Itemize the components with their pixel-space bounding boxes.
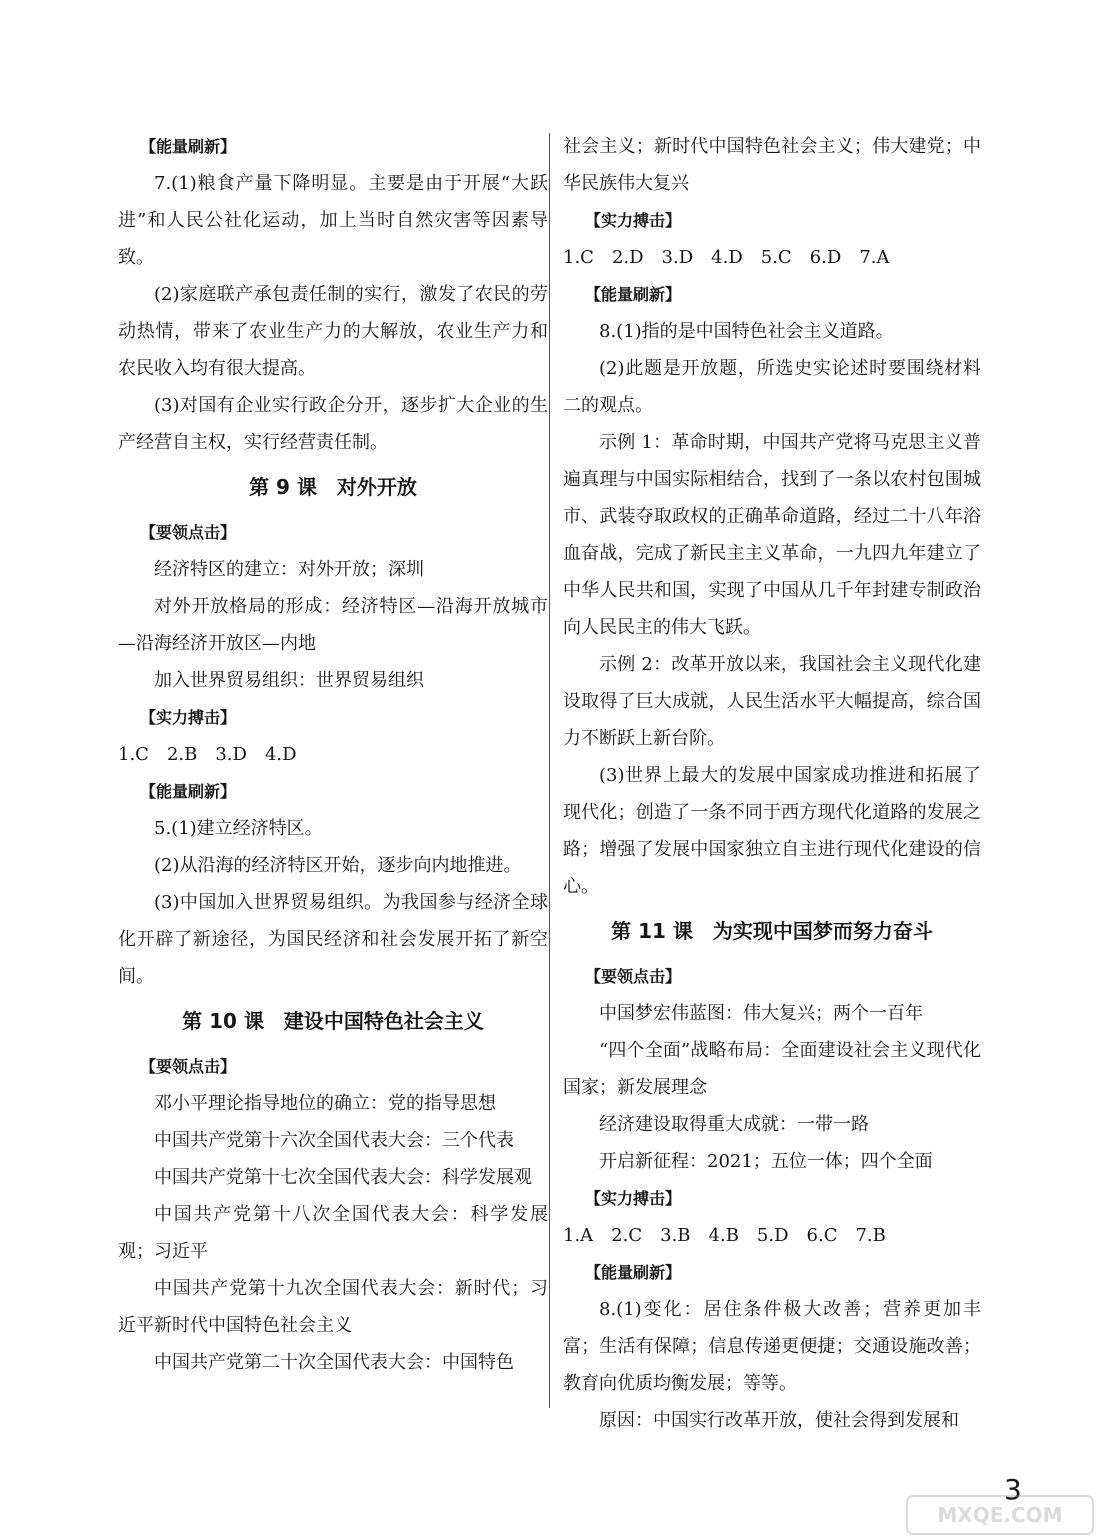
answer-paragraph: 经济特区的建立：对外开放；深圳 bbox=[154, 559, 424, 580]
right-column bbox=[563, 128, 981, 1439]
watermark-logo bbox=[905, 1494, 1095, 1536]
page-number: 3 bbox=[1004, 1473, 1022, 1506]
section-label: 【能量刷新】 bbox=[140, 782, 237, 801]
answer-paragraph: 1.C 2.B 3.D 4.D bbox=[118, 744, 297, 765]
svg-text:MXQE.COM: MXQE.COM bbox=[937, 1503, 1063, 1527]
answer-paragraph: “四个全面”战略布局：全面建设社会主义现代化国家；新发展理念 bbox=[563, 1040, 981, 1098]
lesson-title: 第 9 课 对外开放 bbox=[249, 475, 417, 499]
answer-paragraph: (2)从沿海的经济特区开始，逐步向内地推进。 bbox=[154, 855, 522, 876]
lesson-title: 第 11 课 为实现中国梦而努力奋斗 bbox=[611, 919, 933, 943]
answer-paragraph: 社会主义；新时代中国特色社会主义；伟大建党；中华民族伟大复兴 bbox=[563, 136, 981, 194]
answer-paragraph: 8.(1)变化：居住条件极大改善；营养更加丰富；生活有保障；信息传递更便捷；交通设施改善；教育向优质均衡发展；等等。 bbox=[563, 1299, 981, 1394]
answer-paragraph: 原因：中国实行改革开放，使社会得到发展和 bbox=[599, 1410, 959, 1431]
answer-paragraph: (3)世界上最大的发展中国家成功推进和拓展了现代化；创造了一条不同于西方现代化道路的发展之路；增强了发展中国家独立自主进行现代化建设的信心。 bbox=[563, 765, 981, 897]
answer-paragraph: (3)对国有企业实行政企分开，逐步扩大企业的生产经营自主权，实行经营责任制。 bbox=[118, 395, 548, 453]
section-label: 【能量刷新】 bbox=[585, 285, 682, 304]
answer-paragraph: 中国共产党第十九次全国代表大会：新时代；习近平新时代中国特色社会主义 bbox=[118, 1278, 548, 1336]
answer-paragraph: 加入世界贸易组织：世界贸易组织 bbox=[154, 670, 424, 691]
section-label: 【要领点击】 bbox=[585, 967, 682, 986]
section-label: 【要领点击】 bbox=[140, 523, 237, 542]
answer-paragraph: 中国共产党第十八次全国代表大会：科学发展观；习近平 bbox=[118, 1204, 548, 1262]
section-label: 【实力搏击】 bbox=[140, 708, 237, 727]
answer-paragraph: 中国共产党第十七次全国代表大会：科学发展观 bbox=[154, 1167, 532, 1188]
answer-paragraph: 中国共产党第二十次全国代表大会：中国特色 bbox=[154, 1352, 514, 1373]
section-label: 【能量刷新】 bbox=[585, 1263, 682, 1282]
answer-paragraph: 开启新征程：2021；五位一体；四个全面 bbox=[599, 1151, 933, 1172]
answer-paragraph: 7.(1)粮食产量下降明显。主要是由于开展“大跃进”和人民公社化运动，加上当时自然灾害等因素导致。 bbox=[118, 173, 548, 268]
answer-paragraph: 1.A 2.C 3.B 4.B 5.D 6.C 7.B bbox=[563, 1225, 886, 1246]
answer-paragraph: 邓小平理论指导地位的确立：党的指导思想 bbox=[154, 1093, 496, 1114]
answer-paragraph: (2)家庭联产承包责任制的实行，激发了农民的劳动热情，带来了农业生产力的大解放，农业生产力和农民收入均有很大提高。 bbox=[118, 284, 548, 379]
section-label: 【能量刷新】 bbox=[140, 137, 237, 156]
answer-paragraph: 8.(1)指的是中国特色社会主义道路。 bbox=[599, 321, 894, 342]
left-column bbox=[118, 128, 548, 1381]
answer-paragraph: (2)此题是开放题，所选史实论述时要围绕材料二的观点。 bbox=[563, 358, 981, 416]
answer-paragraph: 对外开放格局的形成：经济特区—沿海开放城市—沿海经济开放区—内地 bbox=[118, 596, 548, 654]
answer-paragraph: 示例 2：改革开放以来，我国社会主义现代化建设取得了巨大成就，人民生活水平大幅提高，综合国力不断跃上新台阶。 bbox=[563, 654, 981, 749]
lesson-title: 第 10 课 建设中国特色社会主义 bbox=[182, 1009, 484, 1033]
section-label: 【实力搏击】 bbox=[585, 1189, 682, 1208]
answer-paragraph: 示例 1：革命时期，中国共产党将马克思主义普遍真理与中国实际相结合，找到了一条以农村包围城市、武装夺取政权的正确革命道路，经过二十八年浴血奋战，完成了新民主主义革命，一九四九年建立了中华人民共和国，实现了中国从几千年封建专制政治向人民民主的伟大飞跃。 bbox=[563, 432, 981, 638]
answer-paragraph: (3)中国加入世界贸易组织。为我国参与经济全球化开辟了新途径，为国民经济和社会发展开拓了新空间。 bbox=[118, 892, 548, 987]
section-label: 【实力搏击】 bbox=[585, 211, 682, 230]
answer-paragraph: 1.C 2.D 3.D 4.D 5.C 6.D 7.A bbox=[563, 247, 890, 268]
answer-paragraph: 中国梦宏伟蓝图：伟大复兴；两个一百年 bbox=[599, 1003, 923, 1024]
answer-paragraph: 5.(1)建立经济特区。 bbox=[154, 818, 323, 839]
answer-paragraph: 中国共产党第十六次全国代表大会：三个代表 bbox=[154, 1130, 514, 1151]
answer-paragraph: 经济建设取得重大成就：一带一路 bbox=[599, 1114, 869, 1135]
column-divider bbox=[549, 133, 550, 1408]
section-label: 【要领点击】 bbox=[140, 1057, 237, 1076]
